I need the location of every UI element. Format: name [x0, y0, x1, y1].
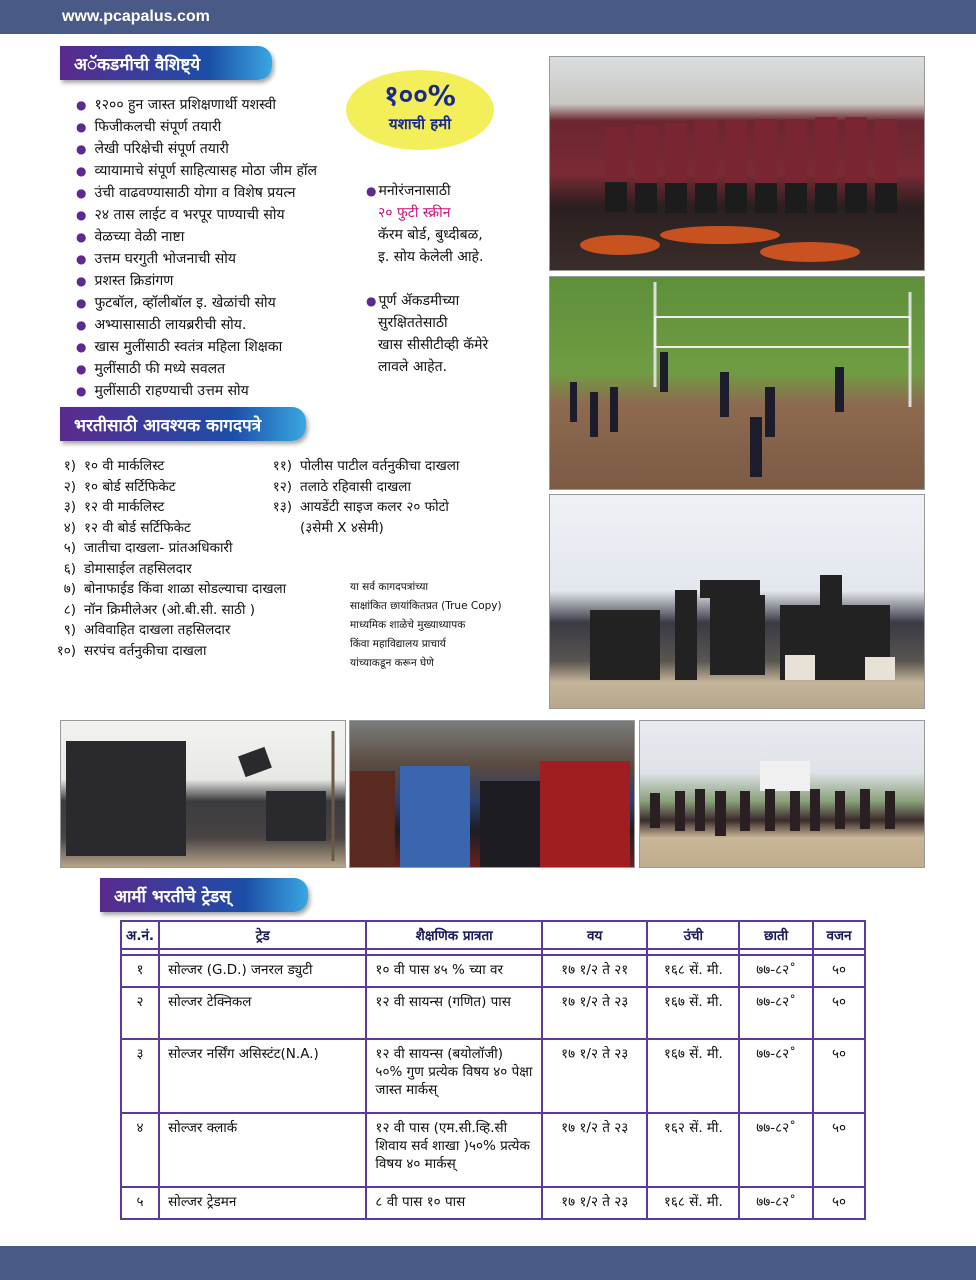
document-number: ११): [272, 458, 292, 474]
table-row: [121, 1039, 865, 1113]
feature-item: ● लेखी परिक्षेची संपूर्ण तयारी: [76, 138, 317, 160]
document-item: [44, 620, 286, 641]
features-heading: अॅकडमीची वैशिष्ट्ये: [60, 46, 272, 80]
document-text: नॉन क्रिमीलेअर (ओ.बी.सी. साठी ): [84, 601, 256, 618]
badge-percent: १००%: [384, 79, 456, 112]
document-text: १० वी मार्कलिस्ट: [84, 458, 165, 474]
document-text: बोनाफाईड किंवा शाळा सोडल्याचा दाखला: [84, 581, 287, 597]
document-number: ५): [63, 540, 76, 556]
cell-age: १७ १/२ ते २३: [542, 1187, 648, 1219]
feature-item: ● उत्तम घरगुती भोजनाची सोय: [76, 248, 317, 270]
document-item: [44, 559, 286, 580]
feature-item: ● फिजीकलची संपूर्ण तयारी: [76, 116, 317, 138]
cell-education: १२ वी सायन्स (बयोलॉजी) ५०% गुण प्रत्येक विषय ४० पेक्षा जास्त मार्कस्: [366, 1039, 541, 1113]
cell-serial: ४: [121, 1113, 159, 1187]
cell-education: १२ वी पास (एम.सी.व्हि.सी शिवाय सर्व शाखा )५०% प्रत्येक विषय ४० मार्कस्: [366, 1113, 541, 1187]
entertainment-line: मनोरंजनासाठी: [378, 183, 451, 199]
running-drill-photo: [639, 720, 925, 868]
document-number: १३): [272, 499, 292, 515]
document-item: [268, 497, 459, 518]
header-weight: वजन: [813, 921, 865, 949]
cell-serial: १: [121, 955, 159, 987]
running-illustration: [640, 721, 925, 868]
entertainment-line: इ. सोय केलेली आहे.: [378, 249, 484, 265]
cell-trade: सोल्जर नर्सिंग असिस्टंट(N.A.): [159, 1039, 366, 1113]
table-row: [121, 1113, 865, 1187]
document-number: ८): [63, 601, 76, 618]
trades-heading: आर्मी भरतीचे ट्रेडस्: [100, 878, 308, 912]
bullet-icon: ●: [366, 294, 377, 308]
table-row: [121, 955, 865, 987]
bottom-bar: [0, 1246, 976, 1280]
feature-item: ● उंची वाढवण्यासाठी योगा व विशेष प्रयत्न: [76, 182, 317, 204]
note-line: माध्यमिक शाळेचे मुख्याध्यापक: [350, 619, 466, 631]
document-number: १०): [56, 642, 76, 659]
table-row: [121, 987, 865, 1039]
document-item: [44, 538, 286, 559]
document-text: जातीचा दाखला- प्रांतअधिकारी: [84, 540, 233, 556]
cell-weight: ५०: [813, 1039, 865, 1113]
table-row: [121, 1187, 865, 1219]
document-text: पोलीस पाटील वर्तनुकीचा दाखला: [300, 458, 460, 474]
badge-text: यशाची हमी: [388, 115, 452, 133]
header-trade: ट्रेड: [159, 921, 366, 949]
feature-item: ● प्रशस्त क्रिडांगण: [76, 270, 317, 292]
volleyball-ground-photo: [549, 276, 925, 490]
document-item: [268, 477, 459, 498]
documents-list-right: [268, 456, 459, 538]
trades-table: [120, 920, 866, 1220]
cell-age: १७ १/२ ते २१: [542, 955, 648, 987]
document-number: ९): [63, 622, 76, 638]
feature-item: ● २४ तास लाईट व भरपूर पाण्याची सोय: [76, 204, 317, 226]
documents-heading: भरतीसाठी आवश्यक कागदपत्रे: [60, 407, 306, 441]
bullet-icon: ●: [366, 184, 377, 198]
table-header-row: [121, 921, 865, 949]
cell-serial: ५: [121, 1187, 159, 1219]
document-number: ३): [63, 499, 76, 515]
cctv-line: लावले आहेत.: [378, 359, 448, 375]
document-item: [44, 518, 286, 539]
document-item: [44, 497, 286, 518]
cell-weight: ५०: [813, 987, 865, 1039]
header-age: वय: [542, 921, 648, 949]
document-number: १२): [272, 478, 292, 495]
cadets-closeup-illustration: [350, 721, 635, 868]
cell-trade: सोल्जर (G.D.) जनरल ड्युटी: [159, 955, 366, 987]
cadets-illustration: [550, 57, 925, 271]
feature-item: ● मुलींसाठी राहण्याची उत्तम सोय: [76, 380, 317, 402]
feature-item: ● अभ्यासासाठी लायब्ररीची सोय.: [76, 314, 317, 336]
cell-serial: ३: [121, 1039, 159, 1113]
header-education: शैक्षणिक प्रात्रता: [366, 921, 541, 949]
cell-trade: सोल्जर क्लार्क: [159, 1113, 366, 1187]
document-item: [44, 477, 286, 498]
training-illustration: [550, 495, 925, 709]
cell-trade: सोल्जर टेक्निकल: [159, 987, 366, 1039]
document-item: [44, 641, 286, 662]
cell-serial: २: [121, 987, 159, 1039]
document-number: २): [63, 478, 76, 495]
feature-item: ● फुटबॉल, व्हॉलीबॉल इ. खेळांची सोय: [76, 292, 317, 314]
features-list: [76, 94, 317, 402]
feature-item: ● मुलींसाठी फी मध्ये सवलत: [76, 358, 317, 380]
cell-age: १७ १/२ ते २३: [542, 987, 648, 1039]
success-guarantee-badge: [346, 70, 494, 150]
document-text: अविवाहित दाखला तहसिलदार: [84, 622, 231, 638]
cell-height: १६७ सें. मी.: [647, 1039, 739, 1113]
entertainment-line: कॅरम बोर्ड, बुध्दीबळ,: [378, 227, 483, 243]
cctv-line: खास सीसीटीव्ही कॅमेरे: [378, 337, 489, 353]
note-line: साक्षांकित छायांकितप्रत (True Copy): [350, 600, 502, 612]
feature-item: ● व्यायामाचे संपूर्ण साहित्यासह मोठा जीम हॉल: [76, 160, 317, 182]
cctv-line: पूर्ण ॲकडमीच्या: [378, 293, 460, 309]
volleyball-illustration: [550, 277, 925, 490]
cell-chest: ७७-८२˚: [739, 1187, 813, 1219]
high-jump-illustration: [61, 721, 346, 868]
note-line: किंवा महाविद्यालय प्राचार्य: [350, 638, 446, 650]
document-item: [268, 518, 459, 539]
cell-trade: सोल्जर ट्रेडमन: [159, 1187, 366, 1219]
cell-height: १६२ सें. मी.: [647, 1113, 739, 1187]
feature-item: ● वेळच्या वेळी नाष्टा: [76, 226, 317, 248]
top-bar: [0, 0, 976, 34]
documents-list-left: [44, 456, 286, 661]
cell-age: १७ १/२ ते २३: [542, 1113, 648, 1187]
document-text: १२ वी मार्कलिस्ट: [84, 499, 165, 515]
note-line: यांच्याकडून करून घेणे: [350, 657, 434, 669]
document-text: १२ वी बोर्ड सर्टिफिकेट: [84, 519, 191, 536]
document-text: आयडेंटी साइज कलर २० फोटो: [300, 499, 449, 515]
cell-weight: ५०: [813, 1113, 865, 1187]
cell-height: १६७ सें. मी.: [647, 987, 739, 1039]
training-poles-photo: [549, 494, 925, 709]
cell-education: ८ वी पास १० पास: [366, 1187, 541, 1219]
cadets-closeup-photo: [349, 720, 635, 868]
header-chest: छाती: [739, 921, 813, 949]
document-item: [44, 456, 286, 477]
feature-item: ● खास मुलींसाठी स्वतंत्र महिला शिक्षका: [76, 336, 317, 358]
header-height: उंची: [647, 921, 739, 949]
cell-education: १० वी पास ४५ % च्या वर: [366, 955, 541, 987]
document-text: डोमासाईल तहसिलदार: [84, 560, 192, 577]
document-number: ४): [63, 519, 76, 536]
feature-item: ● १२०० हुन जास्त प्रशिक्षणार्थी यशस्वी: [76, 94, 317, 116]
document-number: ७): [63, 581, 76, 597]
cell-education: १२ वी सायन्स (गणित) पास: [366, 987, 541, 1039]
cell-height: १६८ सें. मी.: [647, 1187, 739, 1219]
note-line: या सर्व कागदपत्रांच्या: [350, 581, 429, 593]
cell-chest: ७७-८२˚: [739, 987, 813, 1039]
header-serial: अ.नं.: [121, 921, 159, 949]
entertainment-note: [366, 180, 484, 268]
document-item: [44, 600, 286, 621]
document-number: १): [63, 458, 76, 474]
document-item: [44, 579, 286, 600]
website-url: www.pcapalus.com: [62, 8, 210, 25]
high-jump-photo: [60, 720, 346, 868]
document-item: [268, 456, 459, 477]
document-text: तलाठे रहिवासी दाखला: [300, 478, 411, 495]
document-number: ६): [63, 560, 76, 577]
cell-chest: ७७-८२˚: [739, 955, 813, 987]
cell-weight: ५०: [813, 1187, 865, 1219]
cctv-note: [366, 290, 489, 378]
cell-chest: ७७-८२˚: [739, 1113, 813, 1187]
cell-age: १७ १/२ ते २३: [542, 1039, 648, 1113]
document-text: (३सेमी X ४सेमी): [300, 519, 384, 536]
document-text: १० बोर्ड सर्टिफिकेट: [84, 478, 176, 495]
cell-weight: ५०: [813, 955, 865, 987]
cadets-group-photo: [549, 56, 925, 271]
cctv-line: सुरक्षिततेसाठी: [378, 315, 448, 331]
document-text: सरपंच वर्तनुकीचा दाखला: [84, 642, 207, 659]
cell-height: १६८ सें. मी.: [647, 955, 739, 987]
true-copy-note: [350, 578, 502, 673]
entertainment-highlight: २० फुटी स्क्रीन: [378, 205, 451, 221]
cell-chest: ७७-८२˚: [739, 1039, 813, 1113]
